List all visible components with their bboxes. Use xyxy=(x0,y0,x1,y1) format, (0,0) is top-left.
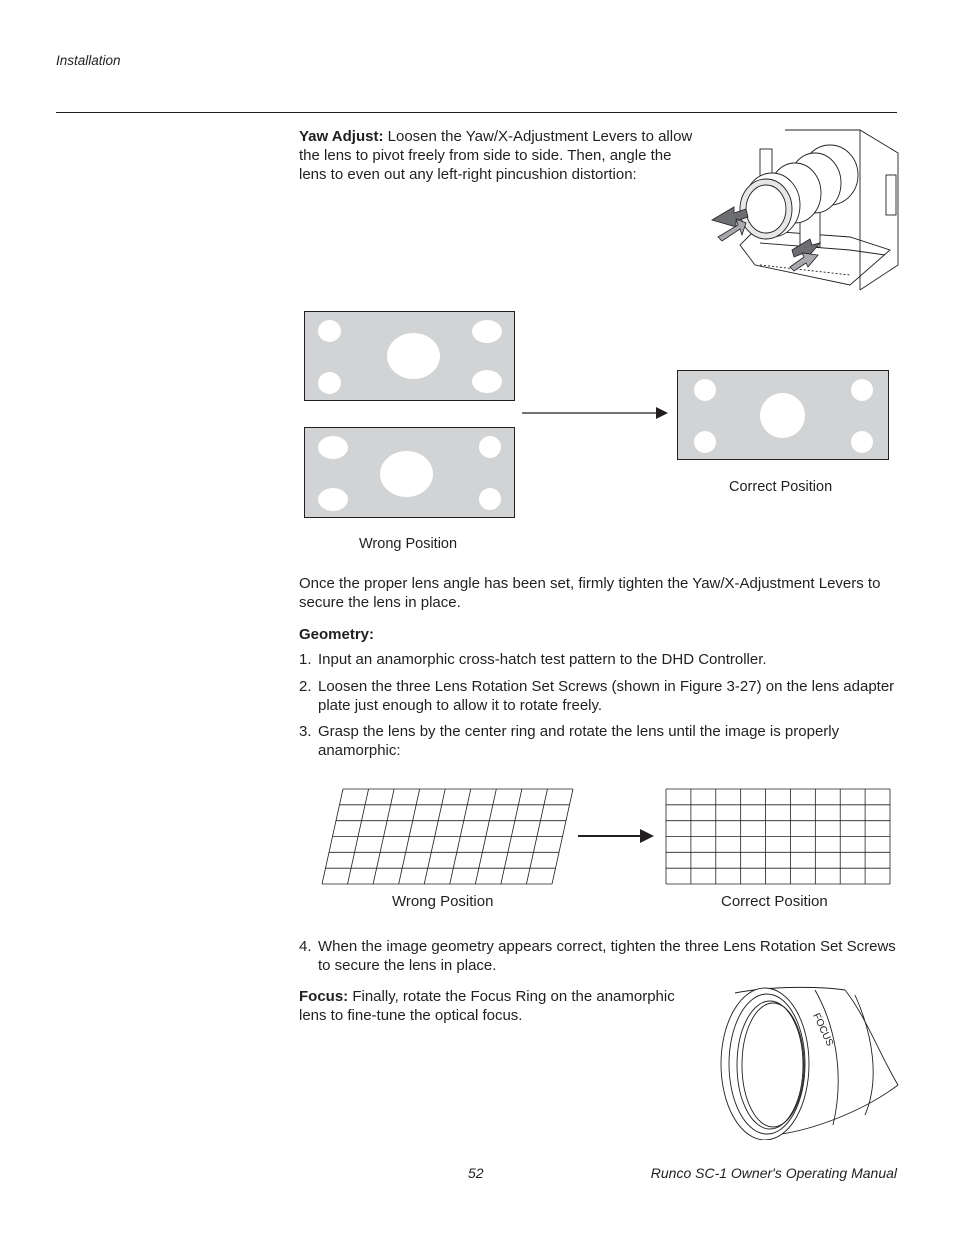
step-text: Input an anamorphic cross-hatch test pattern to the DHD Controller. xyxy=(318,651,767,668)
corner-circle xyxy=(318,436,348,459)
wrong-position-screen-1 xyxy=(304,311,515,401)
step-number: 3. xyxy=(299,723,312,740)
geometry-heading: Geometry: xyxy=(299,626,375,643)
yaw-correct-caption: Correct Position xyxy=(729,479,833,495)
corner-circle xyxy=(694,431,716,453)
center-circle xyxy=(760,393,805,438)
center-circle xyxy=(387,333,440,379)
step-text: When the image geometry appears correct, tighten the three Lens Rotation Set Screws to secure the lens in place. xyxy=(318,938,896,974)
correct-position-screen xyxy=(677,370,889,460)
page-number: 52 xyxy=(468,1165,484,1181)
running-header: Installation xyxy=(56,53,121,68)
manual-title: Runco SC-1 Owner's Operating Manual xyxy=(650,1165,897,1181)
geometry-crosshatch-figure xyxy=(318,785,898,890)
corner-circle xyxy=(694,379,716,401)
corner-circle xyxy=(318,320,341,342)
step-text: Grasp the lens by the center ring and rotate the lens until the image is properly anamorphic: xyxy=(318,723,840,759)
yaw-arrow xyxy=(522,405,670,421)
wrong-position-grid xyxy=(322,789,573,884)
focus-paragraph xyxy=(299,987,684,1025)
focus-ring-illustration xyxy=(715,985,900,1140)
corner-circle xyxy=(472,320,502,343)
yaw-adjust-body: Loosen the Yaw/X-Adjustment Levers to allow the lens to pivot freely from side to side. Then, angle the lens to even out any left-right pincushion distortion: xyxy=(299,128,693,183)
yaw-adjust-paragraph xyxy=(299,127,694,184)
geometry-wrong-caption: Wrong Position xyxy=(392,893,494,910)
center-circle xyxy=(380,451,433,497)
corner-circle xyxy=(472,370,502,393)
step-number: 4. xyxy=(299,938,312,955)
wrong-position-screen-2 xyxy=(304,427,515,518)
yaw-tighten-paragraph: Once the proper lens angle has been set, firmly tighten the Yaw/X-Adjustment Levers to secure the lens in place. xyxy=(299,575,881,611)
step-text: Loosen the three Lens Rotation Set Screws (shown in Figure 3-27) on the lens adapter plate just enough to allow it to rotate freely. xyxy=(318,678,895,714)
focus-heading: Focus: xyxy=(299,988,349,1005)
geometry-correct-caption: Correct Position xyxy=(721,893,828,910)
corner-circle xyxy=(318,488,348,511)
yaw-adjust-heading: Yaw Adjust: xyxy=(299,128,384,145)
focus-ring-label: FOCUS xyxy=(810,1011,836,1048)
header-rule xyxy=(56,112,897,113)
corner-circle xyxy=(851,431,873,453)
geometry-arrow xyxy=(578,829,654,843)
corner-circle xyxy=(479,436,501,458)
correct-position-grid xyxy=(666,789,890,884)
yaw-wrong-caption: Wrong Position xyxy=(359,536,458,552)
step-number: 1. xyxy=(299,651,312,668)
corner-circle xyxy=(851,379,873,401)
corner-circle xyxy=(479,488,501,510)
step-number: 2. xyxy=(299,678,312,695)
focus-body: Finally, rotate the Focus Ring on the anamorphic lens to fine-tune the optical focus. xyxy=(299,988,675,1024)
corner-circle xyxy=(318,372,341,394)
lens-yaw-illustration xyxy=(700,125,900,295)
